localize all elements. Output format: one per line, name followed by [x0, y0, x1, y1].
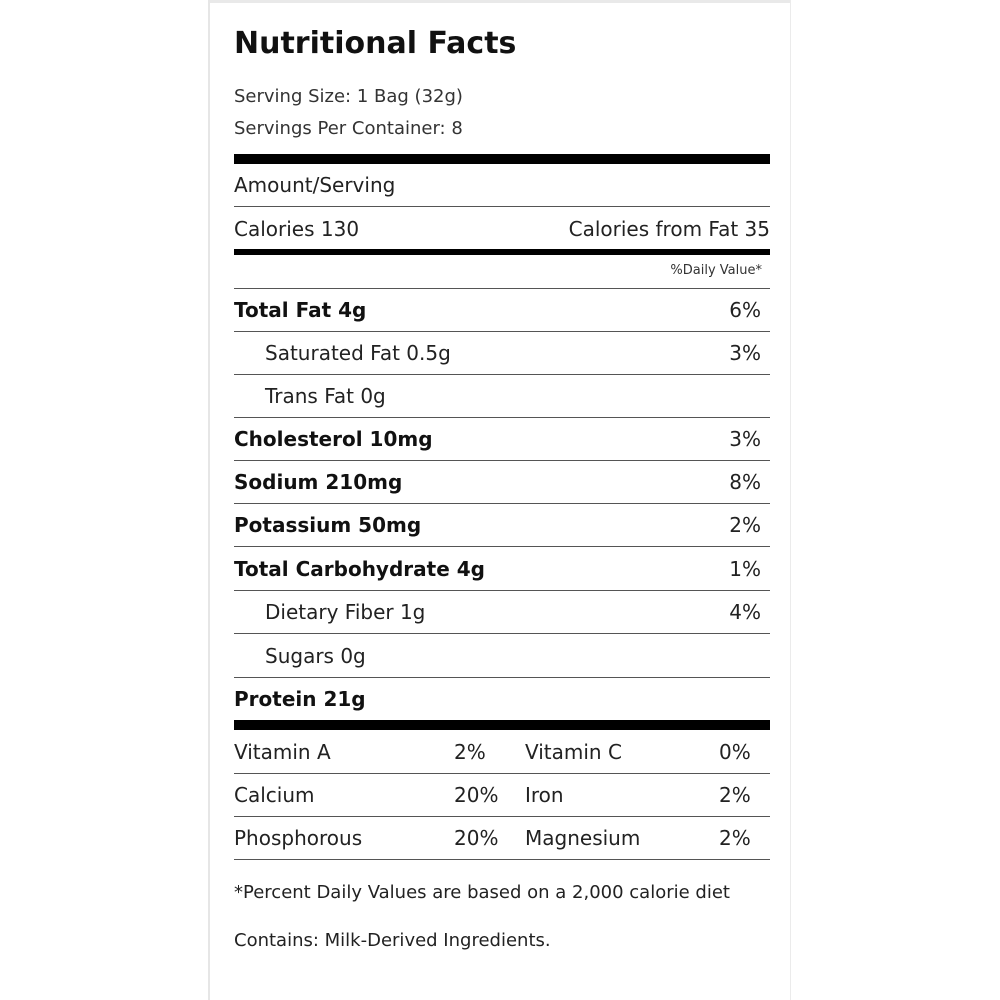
vitamin-name: Vitamin A	[234, 740, 331, 764]
amount-per-serving-row	[234, 164, 770, 207]
page-title: Nutritional Facts	[234, 26, 517, 61]
daily-value-footnote: *Percent Daily Values are based on a 2,000 calorie diet	[234, 882, 730, 903]
vitamin-value: 0%	[719, 740, 751, 764]
vitamin-name: Magnesium	[525, 826, 641, 850]
vitamin-value: 2%	[719, 783, 751, 807]
nutrient-name: Potassium 50mg	[234, 513, 422, 537]
nutrient-daily-value: 8%	[729, 470, 761, 494]
vitamin-value: 2%	[719, 826, 751, 850]
vitamin-row	[234, 817, 770, 860]
nutrient-name: Saturated Fat 0.5g	[265, 341, 451, 365]
nutrient-name: Dietary Fiber 1g	[265, 600, 426, 624]
nutrient-row	[234, 375, 770, 418]
serving-size: Serving Size: 1 Bag (32g)	[234, 86, 463, 107]
nutrient-daily-value: 2%	[729, 513, 761, 537]
nutrient-name: Sugars 0g	[265, 644, 366, 668]
top-divider	[210, 0, 790, 3]
vitamin-name: Calcium	[234, 783, 315, 807]
thick-divider	[234, 154, 770, 164]
calories-label: Calories 130	[234, 217, 360, 241]
nutrient-daily-value: 1%	[729, 557, 761, 581]
daily-value-header-row	[234, 252, 770, 289]
nutrient-name: Trans Fat 0g	[265, 384, 386, 408]
vitamin-name: Phosphorous	[234, 826, 363, 850]
nutrient-name: Total Carbohydrate 4g	[234, 557, 485, 581]
nutrient-name: Cholesterol 10mg	[234, 427, 433, 451]
calories-from-fat: Calories from Fat 35	[568, 217, 770, 241]
amount-per-serving-label: Amount/Serving	[234, 173, 396, 197]
allergen-statement: Contains: Milk-Derived Ingredients.	[234, 930, 551, 951]
daily-value-header: %Daily Value*	[670, 263, 762, 278]
nutrient-row	[234, 635, 770, 678]
nutrient-row	[234, 678, 770, 721]
vitamin-row	[234, 731, 770, 774]
nutrient-row	[234, 548, 770, 591]
nutrient-name: Protein 21g	[234, 687, 366, 711]
calories-row	[234, 208, 770, 251]
nutrient-row	[234, 418, 770, 461]
nutrient-row	[234, 504, 770, 547]
nutrient-row	[234, 461, 770, 504]
vitamin-name: Iron	[525, 783, 564, 807]
nutrition-panel	[208, 0, 791, 1000]
nutrient-row	[234, 332, 770, 375]
vitamin-value: 20%	[454, 783, 499, 807]
thick-divider	[234, 720, 770, 730]
vitamin-row	[234, 774, 770, 817]
nutrient-row	[234, 591, 770, 634]
nutrient-daily-value: 4%	[729, 600, 761, 624]
nutrient-row	[234, 289, 770, 332]
nutrient-name: Total Fat 4g	[234, 298, 367, 322]
nutrient-daily-value: 6%	[729, 298, 761, 322]
vitamin-value: 20%	[454, 826, 499, 850]
servings-per-container: Servings Per Container: 8	[234, 118, 463, 139]
vitamin-name: Vitamin C	[525, 740, 622, 764]
nutrient-name: Sodium 210mg	[234, 470, 403, 494]
vitamin-value: 2%	[454, 740, 486, 764]
nutrient-daily-value: 3%	[729, 427, 761, 451]
nutrient-daily-value: 3%	[729, 341, 761, 365]
